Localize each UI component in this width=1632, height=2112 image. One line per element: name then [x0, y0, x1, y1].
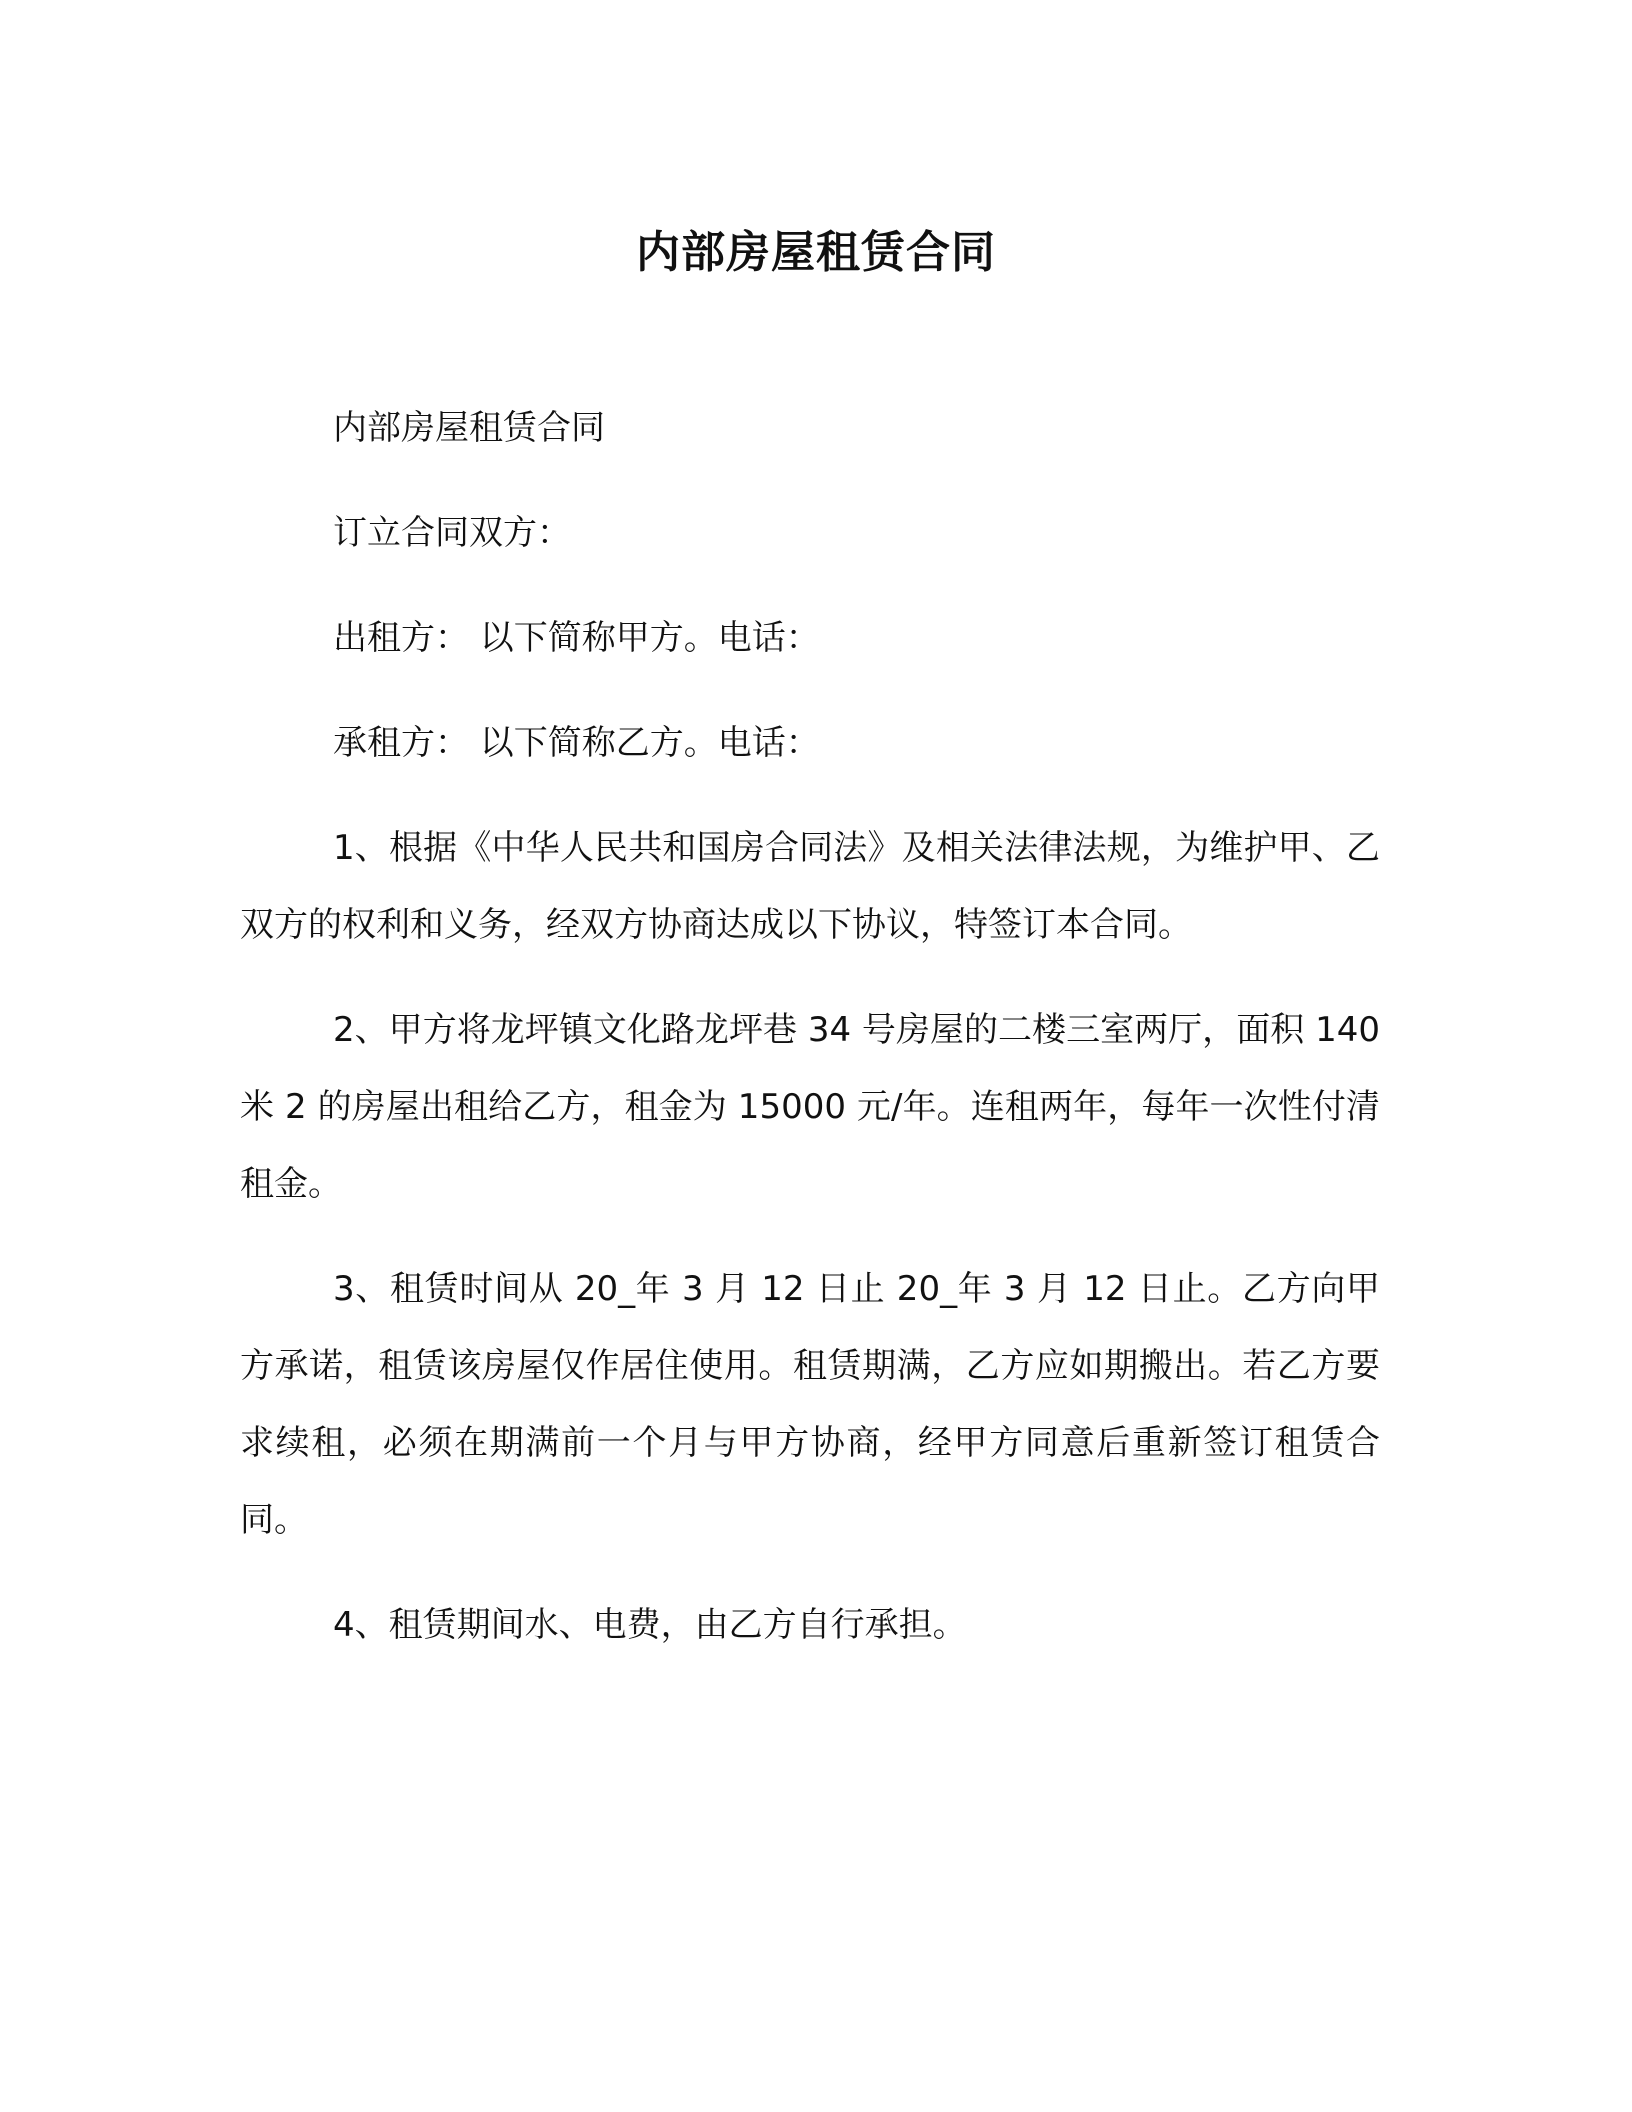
document-body	[240, 390, 1380, 1692]
parties-heading: 订立合同双方：	[333, 513, 571, 553]
lessor-line: 出租方： 以下简称甲方。电话：	[333, 618, 820, 658]
clause-3: 3、租赁时间从 20_年 3 月 12 日止 20_年 3 月 12 日止。乙方向甲方承诺，租赁该房屋仅作居住使用。租赁期满，乙方应如期搬出。若乙方要求续租，必须在期满前一个月与甲方协商，经甲方同意后重新签订租赁合同。	[240, 1269, 1380, 1540]
clause-4: 4、租赁期间水、电费，由乙方自行承担。	[333, 1605, 967, 1645]
clause-2: 2、甲方将龙坪镇文化路龙坪巷 34 号房屋的二楼三室两厅，面积 140 米 2 的房屋出租给乙方，租金为 15000 元/年。连租两年，每年一次性付清租金。	[240, 1010, 1380, 1204]
lessee-line: 承租方： 以下简称乙方。电话：	[333, 723, 820, 763]
document-title: 内部房屋租赁合同	[636, 227, 996, 278]
clause-1: 1、根据《中华人民共和国房合同法》及相关法律法规，为维护甲、乙双方的权利和义务，经双方协商达成以下协议，特签订本合同。	[240, 828, 1380, 945]
subtitle-paragraph: 内部房屋租赁合同	[333, 408, 605, 448]
